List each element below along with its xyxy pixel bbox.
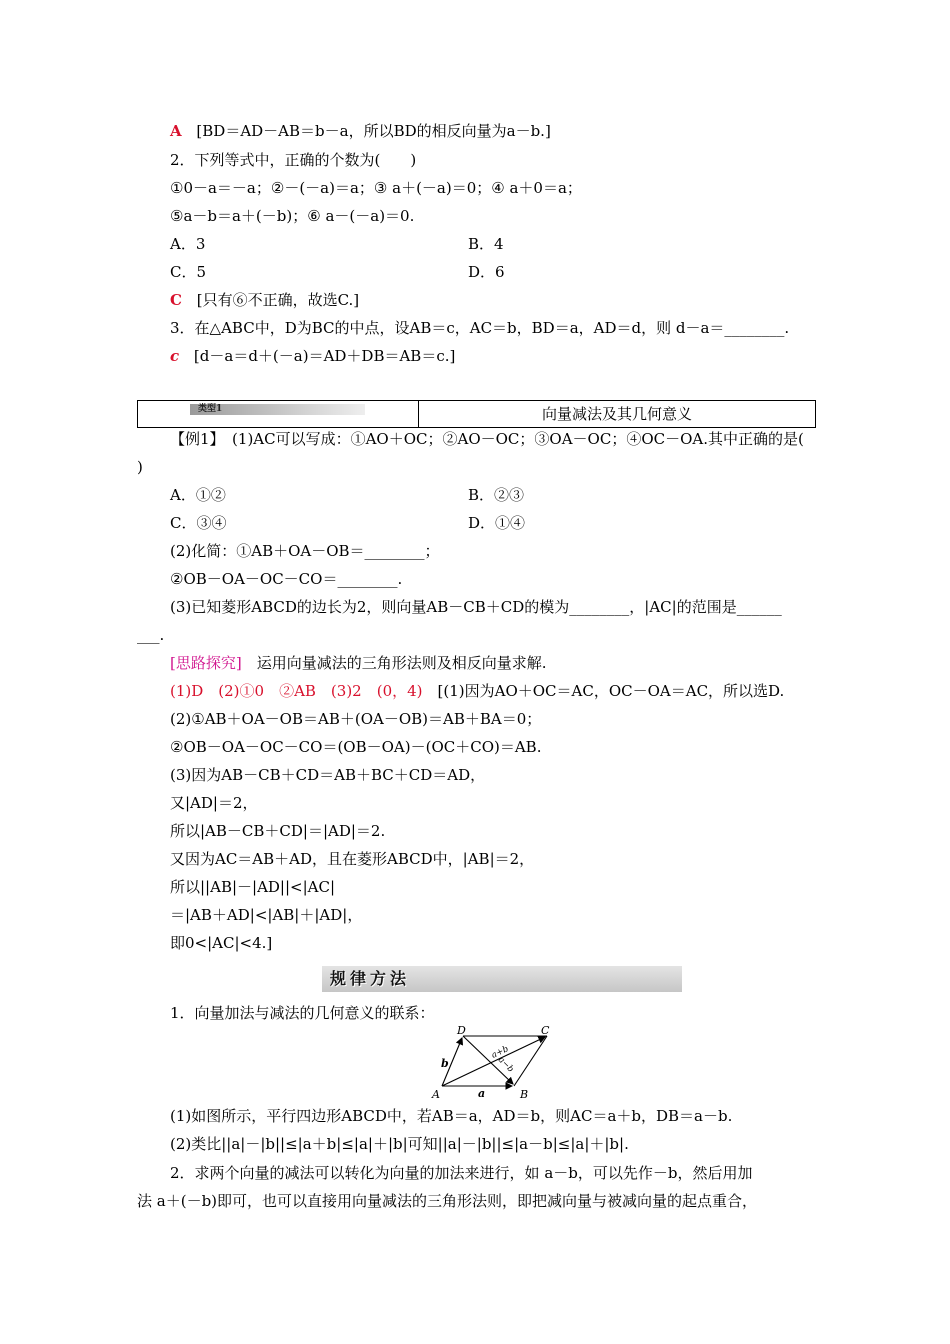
q2-option-b: B．4: [468, 235, 504, 253]
example1-part3b: ___.: [137, 626, 165, 644]
think-line: [170, 653, 547, 673]
think-tag: [思路探究]: [170, 654, 242, 672]
example1-option-d: D．①④: [468, 514, 526, 532]
method-title: 规律方法: [330, 969, 411, 988]
method-point2-line1: 2．求两个向量的减法可以转化为向量的加法来进行，如 a－b，可以先作－b，然后用加: [170, 1164, 753, 1182]
point-d-label: D: [457, 1024, 466, 1037]
q1-answer: [170, 121, 551, 141]
type-label-cell: [138, 401, 419, 427]
q2-stem: 2．下列等式中，正确的个数为( ): [170, 151, 417, 169]
example1-part2b: ②OB－OA－OC－CO＝________.: [170, 570, 403, 588]
q2-answer: [170, 290, 359, 310]
point-c-label: C: [541, 1024, 550, 1037]
point-a-label: A: [432, 1088, 440, 1100]
answer-text: [只有⑥不正确，故选C.]: [196, 291, 360, 309]
type-label: 类型1: [198, 404, 223, 414]
q3-stem: 3．在△ABC中，D为BC的中点，设AB＝c，AC＝b，BD＝a，AD＝d，则 d－a＝________.: [170, 319, 790, 337]
q2-option-a: A．3: [170, 235, 206, 253]
answer-letter: A: [170, 122, 182, 140]
method-header-bar: [322, 966, 682, 992]
example1-line1: 【例1】 (1)AC可以写成：①AO＋OC；②AO－OC；③OA－OC；④OC－OA.其中正确的是(: [170, 430, 804, 448]
answer-text: [d－a＝d＋(－a)＝AD＋DB＝AB＝c.]: [193, 347, 456, 365]
method-point2-line2: 法 a＋(－b)即可，也可以直接用向量减法的三角形法则，即把减向量与被减向量的起点重合，: [137, 1192, 758, 1210]
solution-answers: (1)D (2)①0 ②AB (3)2 (0，4): [170, 682, 423, 700]
q2-equations-row2: ⑤a－b＝a＋(－b)；⑥ a－(－a)＝0.: [170, 207, 415, 225]
point-b-label: B: [520, 1088, 529, 1100]
type-title: 向量减法及其几何意义: [541, 405, 692, 423]
answer-letter: C: [170, 291, 182, 309]
solution-line: 又|AD|＝2，: [170, 794, 258, 812]
solution-line: (2)①AB＋OA－OB＝AB＋(OA－OB)＝AB＋BA＝0；: [170, 710, 542, 728]
example1-option-b: B．②③: [468, 486, 525, 504]
solution-explanation-start: [(1)因为AO＋OC＝AC，OC－OA＝AC，所以选D.: [422, 682, 785, 700]
method-figure-note1: (1)如图所示，平行四边形ABCD中，若AB＝a，AD＝b，则AC＝a＋b，DB＝a－b.: [170, 1107, 733, 1125]
example1-part2a: (2)化简：①AB＋OA－OB＝________；: [170, 542, 440, 560]
q2-option-d: D．6: [468, 263, 505, 281]
method-point1: 1．向量加法与减法的几何意义的联系：: [170, 1004, 435, 1022]
example1-part3a: (3)已知菱形ABCD的边长为2，则向量AB－CB＋CD的模为________，|AC|的范围是______: [170, 598, 782, 616]
solution-line: ＝|AB＋AD|<|AB|＋|AD|，: [170, 906, 363, 924]
solution-line: 又因为AC＝AB＋AD，且在菱形ABCD中，|AB|＝2，: [170, 850, 535, 868]
type-label-banner: [190, 404, 365, 415]
q2-equations-row1: ①0－a＝－a；②－(－a)＝a；③ a＋(－a)＝0；④ a＋0＝a；: [170, 179, 582, 197]
solution-line: 所以||AB|－|AD||<|AC|: [170, 878, 336, 896]
example1-option-a: A．①②: [170, 486, 226, 504]
solution-answer-line: [170, 681, 784, 701]
solution-line: 即0<|AC|<4.]: [170, 934, 273, 952]
answer-letter: c: [170, 347, 180, 365]
example1-option-c: C．③④: [170, 514, 227, 532]
vector-b-label: b: [441, 1057, 449, 1070]
q2-option-c: C．5: [170, 263, 207, 281]
q3-answer: [170, 346, 455, 366]
type-header-bar: [137, 400, 816, 428]
example1-line2: ): [137, 458, 143, 476]
solution-line: 所以|AB－CB＋CD|＝|AD|＝2.: [170, 822, 386, 840]
think-text: 运用向量减法的三角形法则及相反向量求解.: [241, 654, 547, 672]
answer-text: [BD＝AD－AB＝b－a，所以BD的相反向量为a－b.]: [196, 122, 551, 140]
vector-sum-label: a+b: [490, 1044, 511, 1061]
parallelogram-diagram: [430, 1022, 560, 1100]
vector-diff-label: a−b: [495, 1055, 516, 1075]
solution-line: ②OB－OA－OC－CO＝(OB－OA)－(OC＋CO)＝AB.: [170, 738, 542, 756]
vector-a-label: a: [478, 1087, 486, 1100]
solution-line: (3)因为AB－CB＋CD＝AB＋BC＋CD＝AD，: [170, 766, 486, 784]
method-figure-note2: (2)类比||a|－|b||≤|a＋b|≤|a|＋|b|可知||a|－|b||≤|a－b|≤|a|＋|b|.: [170, 1135, 629, 1153]
